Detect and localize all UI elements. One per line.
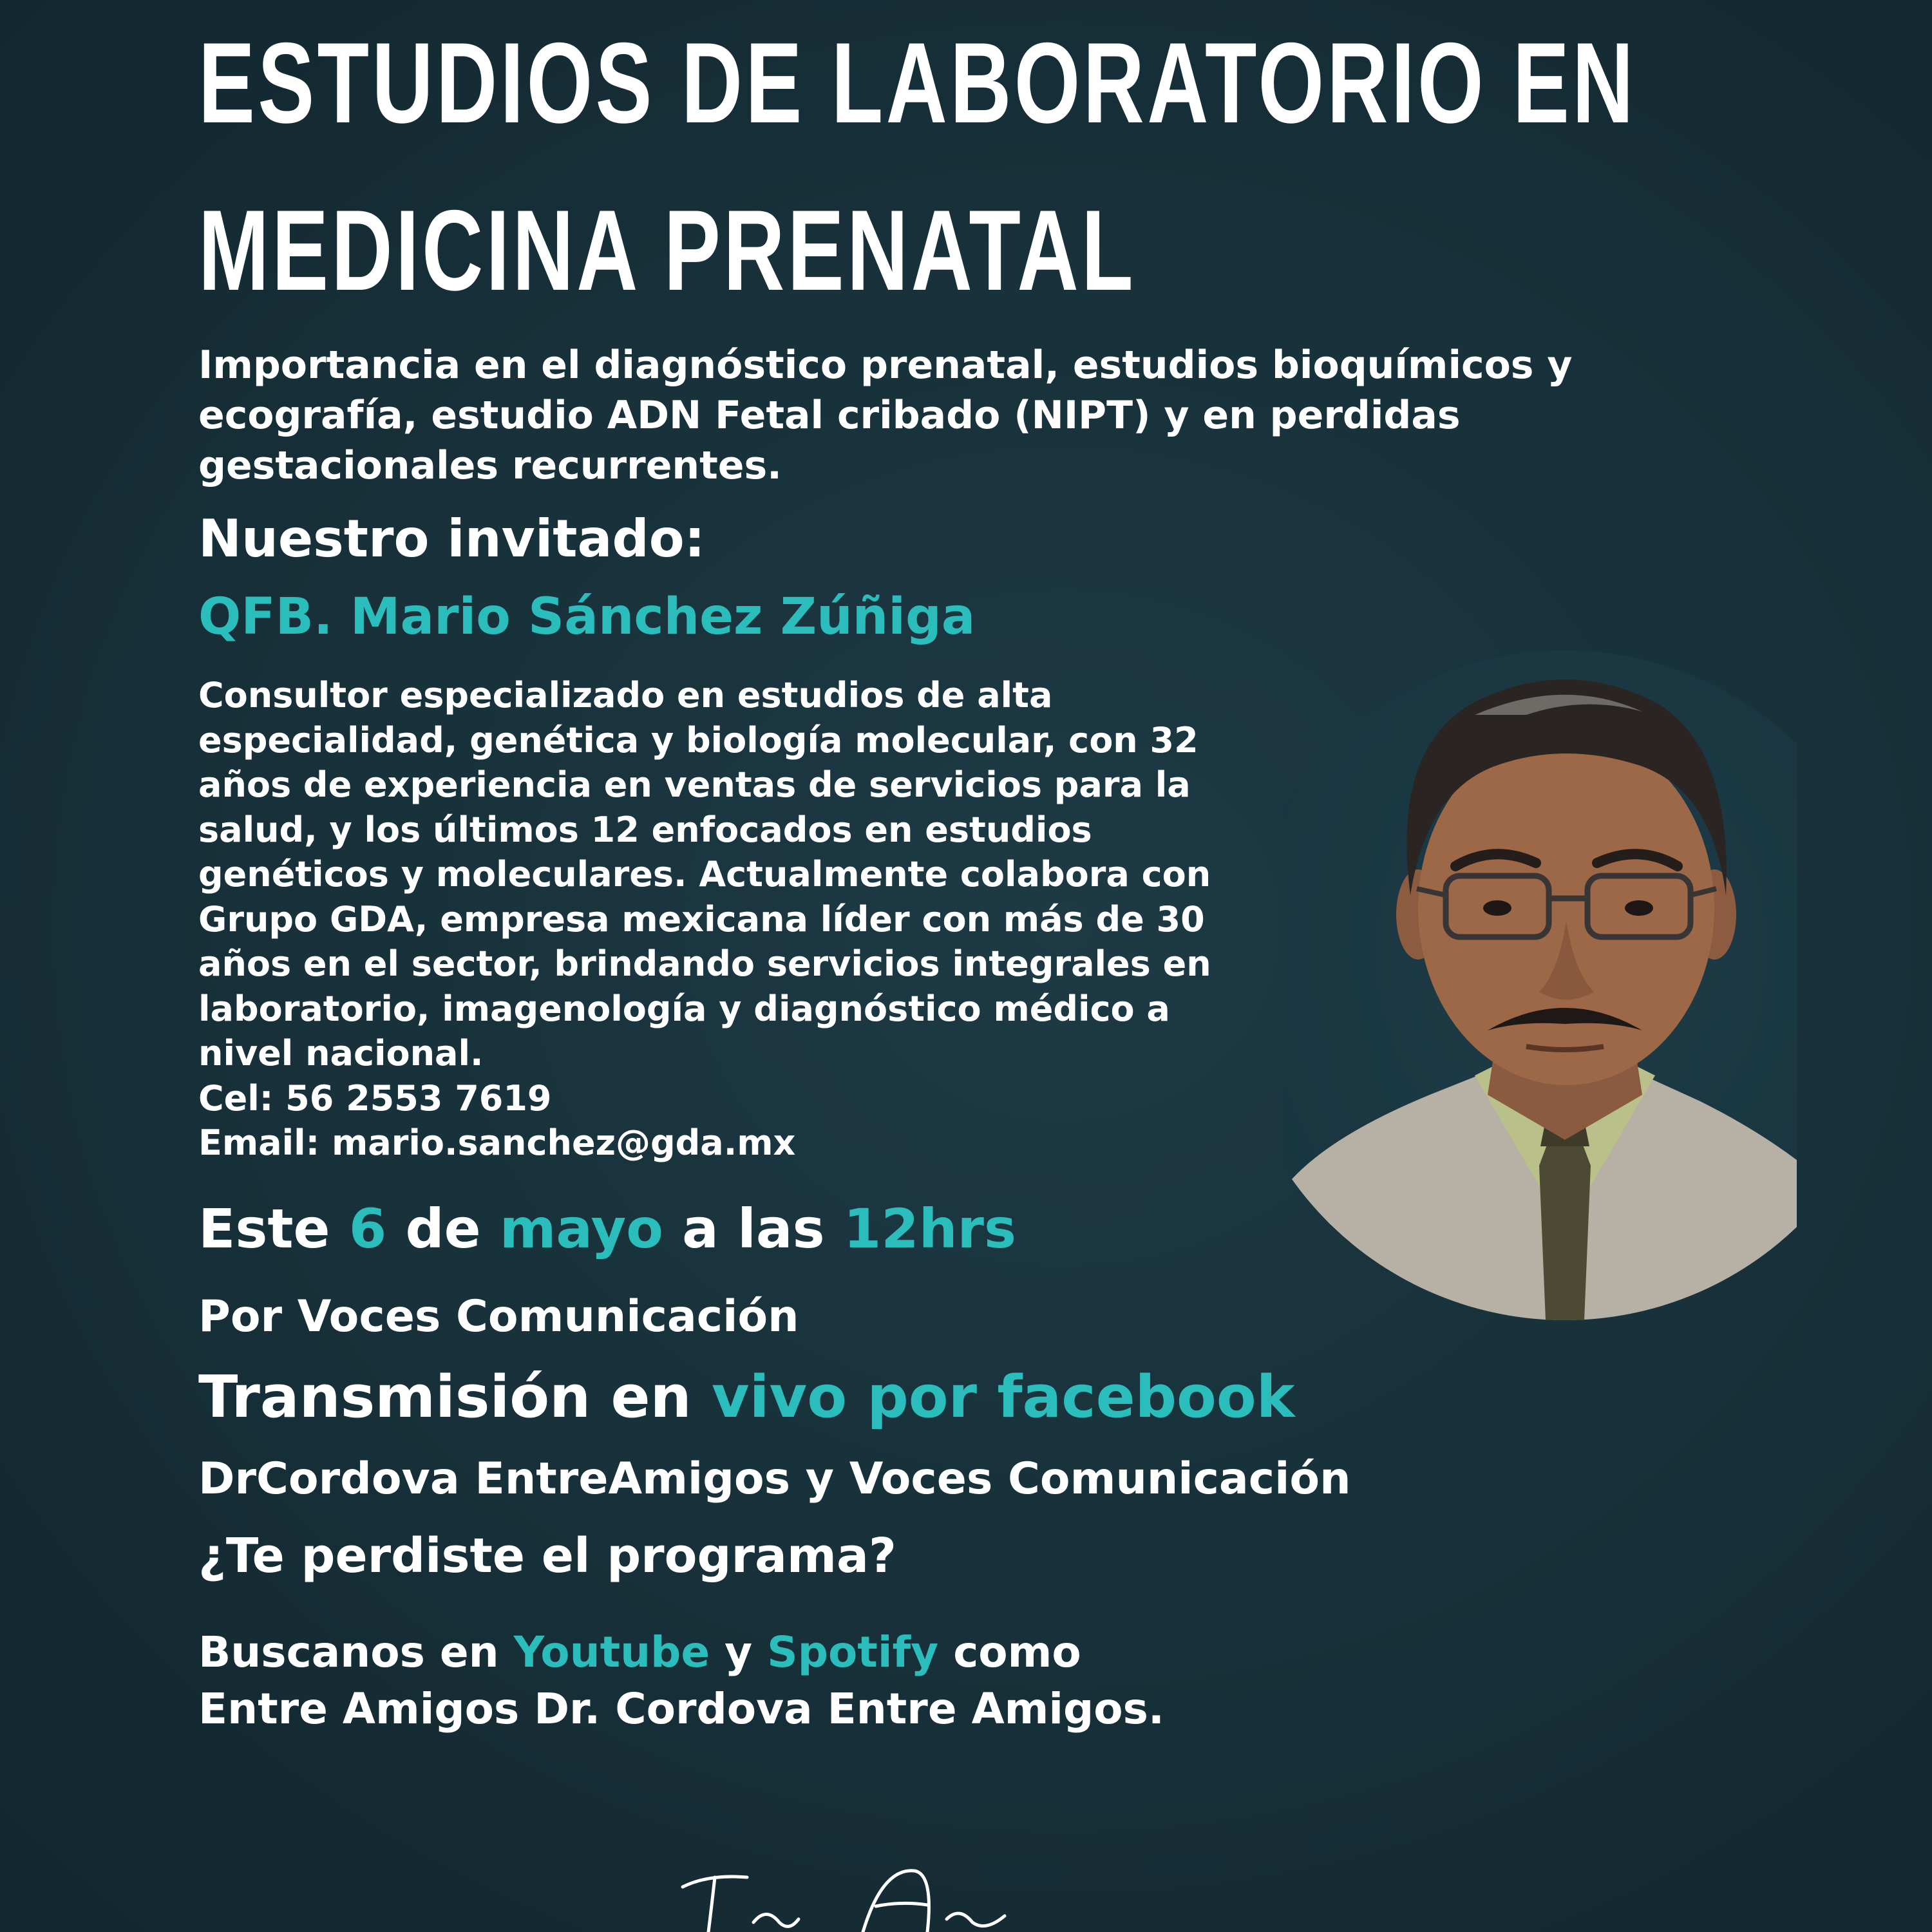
poster-title-line-1: ESTUDIOS DE LABORATORIO EN (198, 19, 1636, 147)
guest-name: QFB. Mario Sánchez Zúñiga (198, 588, 976, 646)
poster-subtitle: Importancia en el diagnóstico prenatal, estudios bioquímicos y ecografía, estudio ADN Fetal cribado (NIPT) y en perdidas gestacionales recurrentes. (198, 343, 1573, 488)
search-conj: y (724, 1627, 753, 1677)
search-line-2: Entre Amigos Dr. Cordova Entre Amigos. (198, 1684, 1164, 1734)
bio-line: especialidad, genética y biología molecular, con 32 (198, 719, 1198, 761)
guest-email: Email: mario.sanchez@gda.mx (198, 1122, 796, 1163)
transmission-channels: DrCordova EntreAmigos y Voces Comunicación (198, 1454, 1351, 1504)
poster-title-line-2: MEDICINA PRENATAL (198, 186, 1137, 314)
bio-line: laboratorio, imagenología y diagnóstico médico a (198, 988, 1170, 1029)
missed-question: ¿Te perdiste el programa? (198, 1528, 896, 1584)
transmission-line (198, 1365, 1295, 1429)
date-word: de (405, 1197, 481, 1260)
signature (670, 1861, 1043, 1932)
spotify-label: Spotify (767, 1627, 939, 1677)
search-prefix: Buscanos en (198, 1627, 499, 1677)
guest-phone: Cel: 56 2553 7619 (198, 1077, 552, 1119)
bio-line: nivel nacional. (198, 1033, 484, 1074)
search-info (198, 1624, 1164, 1738)
guest-heading: Nuestro invitado: (198, 509, 705, 569)
transmission-platform: vivo por facebook (712, 1363, 1295, 1431)
guest-portrait (1282, 650, 1797, 1320)
bio-line: años de experiencia en ventas de servicios para la (198, 764, 1191, 805)
bio-line: salud, y los últimos 12 enfocados en estudios (198, 809, 1092, 850)
guest-bio (198, 673, 1280, 1166)
event-date (198, 1199, 1016, 1258)
bio-line: genéticos y moleculares. Actualmente colabora con (198, 854, 1211, 895)
transmission-label: Transmisión en (198, 1363, 692, 1431)
bio-line: Consultor especializado en estudios de alta (198, 675, 1053, 715)
date-day: 6 (348, 1197, 387, 1260)
event-organizer: Por Voces Comunicación (198, 1291, 799, 1342)
search-suffix: como (953, 1627, 1081, 1677)
date-word: Este (198, 1197, 330, 1260)
bio-line: años en el sector, brindando servicios integrales en (198, 943, 1211, 984)
youtube-label: Youtube (513, 1627, 710, 1677)
date-word: a las (682, 1197, 825, 1260)
date-month: mayo (499, 1197, 663, 1260)
date-time: 12hrs (843, 1197, 1016, 1260)
bio-line: Grupo GDA, empresa mexicana líder con más de 30 (198, 898, 1205, 940)
